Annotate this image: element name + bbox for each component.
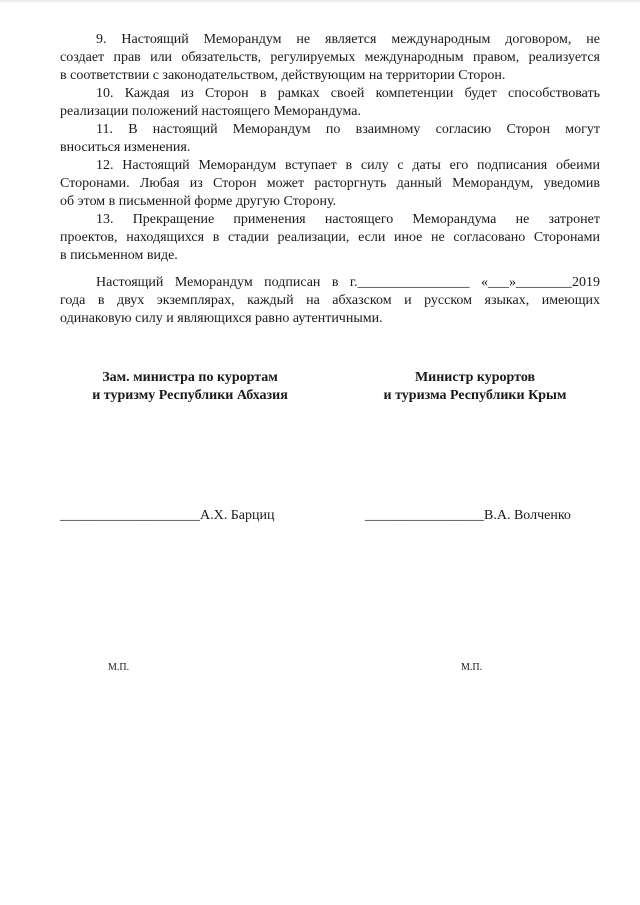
clause-13: [60, 211, 600, 265]
title-line: Зам. министра по курортам: [102, 370, 278, 385]
text-line: года в двух экземплярах, каждый на абхазском и русском языках, имеющих: [60, 293, 600, 308]
text-line: 11. В настоящий Меморандум по взаимному согласию Сторон могут: [96, 122, 600, 137]
text-line: в соответствии с законодательством, действующим на территории Сторон.: [60, 68, 506, 83]
left-party-title: [80, 369, 300, 405]
right-signature-line: _________________В.А. Волченко: [365, 508, 571, 523]
memorandum-body: [60, 31, 600, 328]
text-line: 12. Настоящий Меморандум вступает в силу с даты его подписания обеими: [96, 158, 600, 173]
text-line: в письменном виде.: [60, 248, 178, 263]
left-signature-line: ____________________А.Х. Барциц: [60, 508, 275, 523]
text-line: Сторонами. Любая из Сторон может расторгнуть данный Меморандум, уведомив: [60, 176, 600, 191]
scan-edge: [0, 0, 640, 3]
text-line: вноситься изменения.: [60, 140, 191, 155]
clause-9: [60, 31, 600, 85]
title-line: Министр курортов: [414, 370, 536, 385]
text-line: Настоящий Меморандум подписан в г.________________ «___»________2019: [96, 275, 600, 290]
right-seal-place: М.П.: [461, 662, 483, 673]
text-line: реализации положений настоящего Меморандума.: [60, 104, 361, 119]
clause-12: [60, 157, 600, 211]
title-line: и туризму Республики Абхазия: [92, 388, 288, 403]
right-party-title: [355, 369, 595, 405]
left-seal-place: М.П.: [108, 662, 130, 673]
text-line: создает прав или обязательств, регулируемых международным правом, реализуется: [60, 50, 600, 65]
text-line: одинаковую силу и являющихся равно аутентичными.: [60, 311, 383, 326]
title-line: и туризма Республики Крым: [383, 388, 567, 403]
text-line: 9. Настоящий Меморандум не является международным договором, не: [96, 32, 600, 47]
signing-statement: [60, 274, 600, 328]
text-line: 13. Прекращение применения настоящего Меморандума не затронет: [96, 212, 600, 227]
text-line: 10. Каждая из Сторон в рамках своей компетенции будет способствовать: [96, 86, 600, 101]
text-line: об этом в письменной форме другую Сторону.: [60, 194, 337, 209]
clause-10: [60, 85, 600, 121]
text-line: проектов, находящихся в стадии реализации, если иное не согласовано Сторонами: [60, 230, 600, 245]
clause-11: [60, 121, 600, 157]
